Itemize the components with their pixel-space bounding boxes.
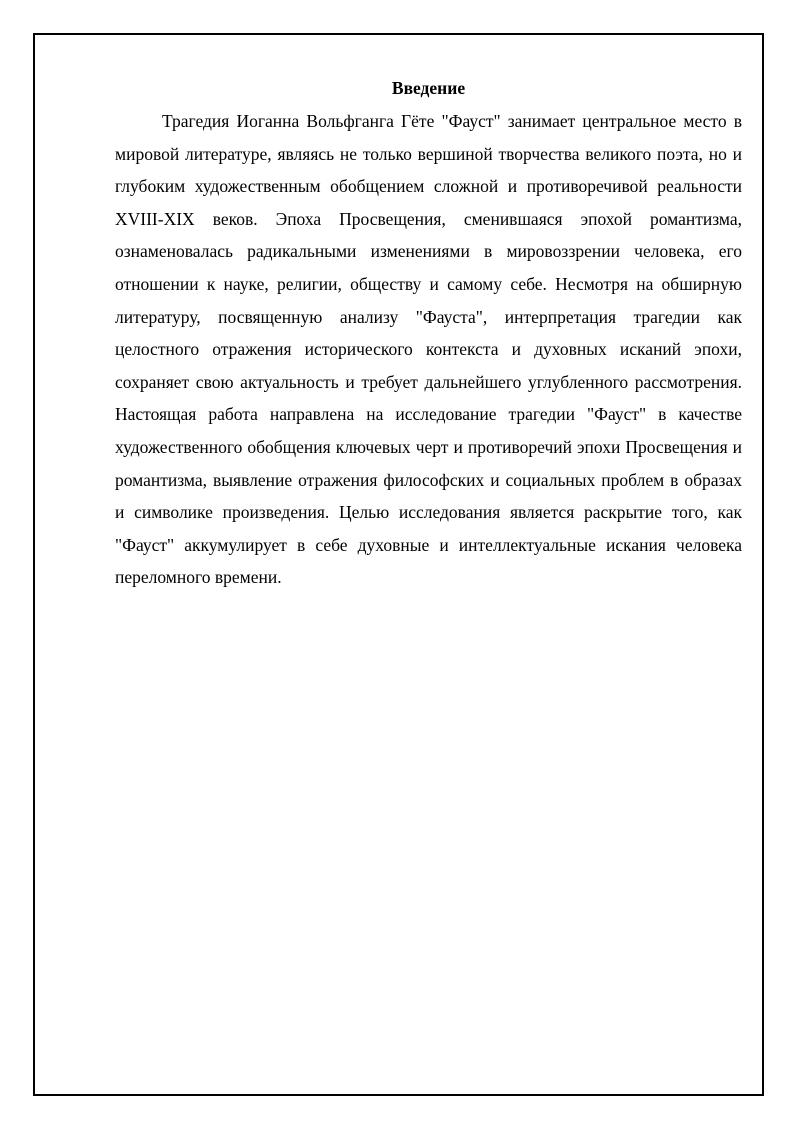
body-paragraph: Трагедия Иоганна Вольфганга Гёте "Фауст" занимает центральное место в мировой литературе, являясь не только вершиной творчества великого поэта, но и глубоким художественным обобщением сложной и противоречивой реальности XVIII-XIX веков. Эпоха Просвещения, сменившаяся эпохой романтизма, ознаменовалась радикальными изменениями в мировоззрении человека, его отношении к науке, религии, обществу и самому себе. Несмотря на обширную литературу, посвященную анализу "Фауста", интерпретация трагедии как целостного отражения исторического контекста и духовных исканий эпохи, сохраняет свою актуальность и требует дальнейшего углубленного рассмотрения. Настоящая работа направлена на исследование трагедии "Фауст" в качестве художественного обобщения ключевых черт и противоречий эпохи Просвещения и романтизма, выявление отражения философских и социальных проблем в образах и символике произведения. Целью исследования является раскрытие того, как "Фауст" аккумулирует в себе духовные и интеллектуальные искания человека переломного времени. xyxy=(115,111,742,588)
section-heading: Введение xyxy=(391,78,466,98)
document-content xyxy=(115,74,742,594)
